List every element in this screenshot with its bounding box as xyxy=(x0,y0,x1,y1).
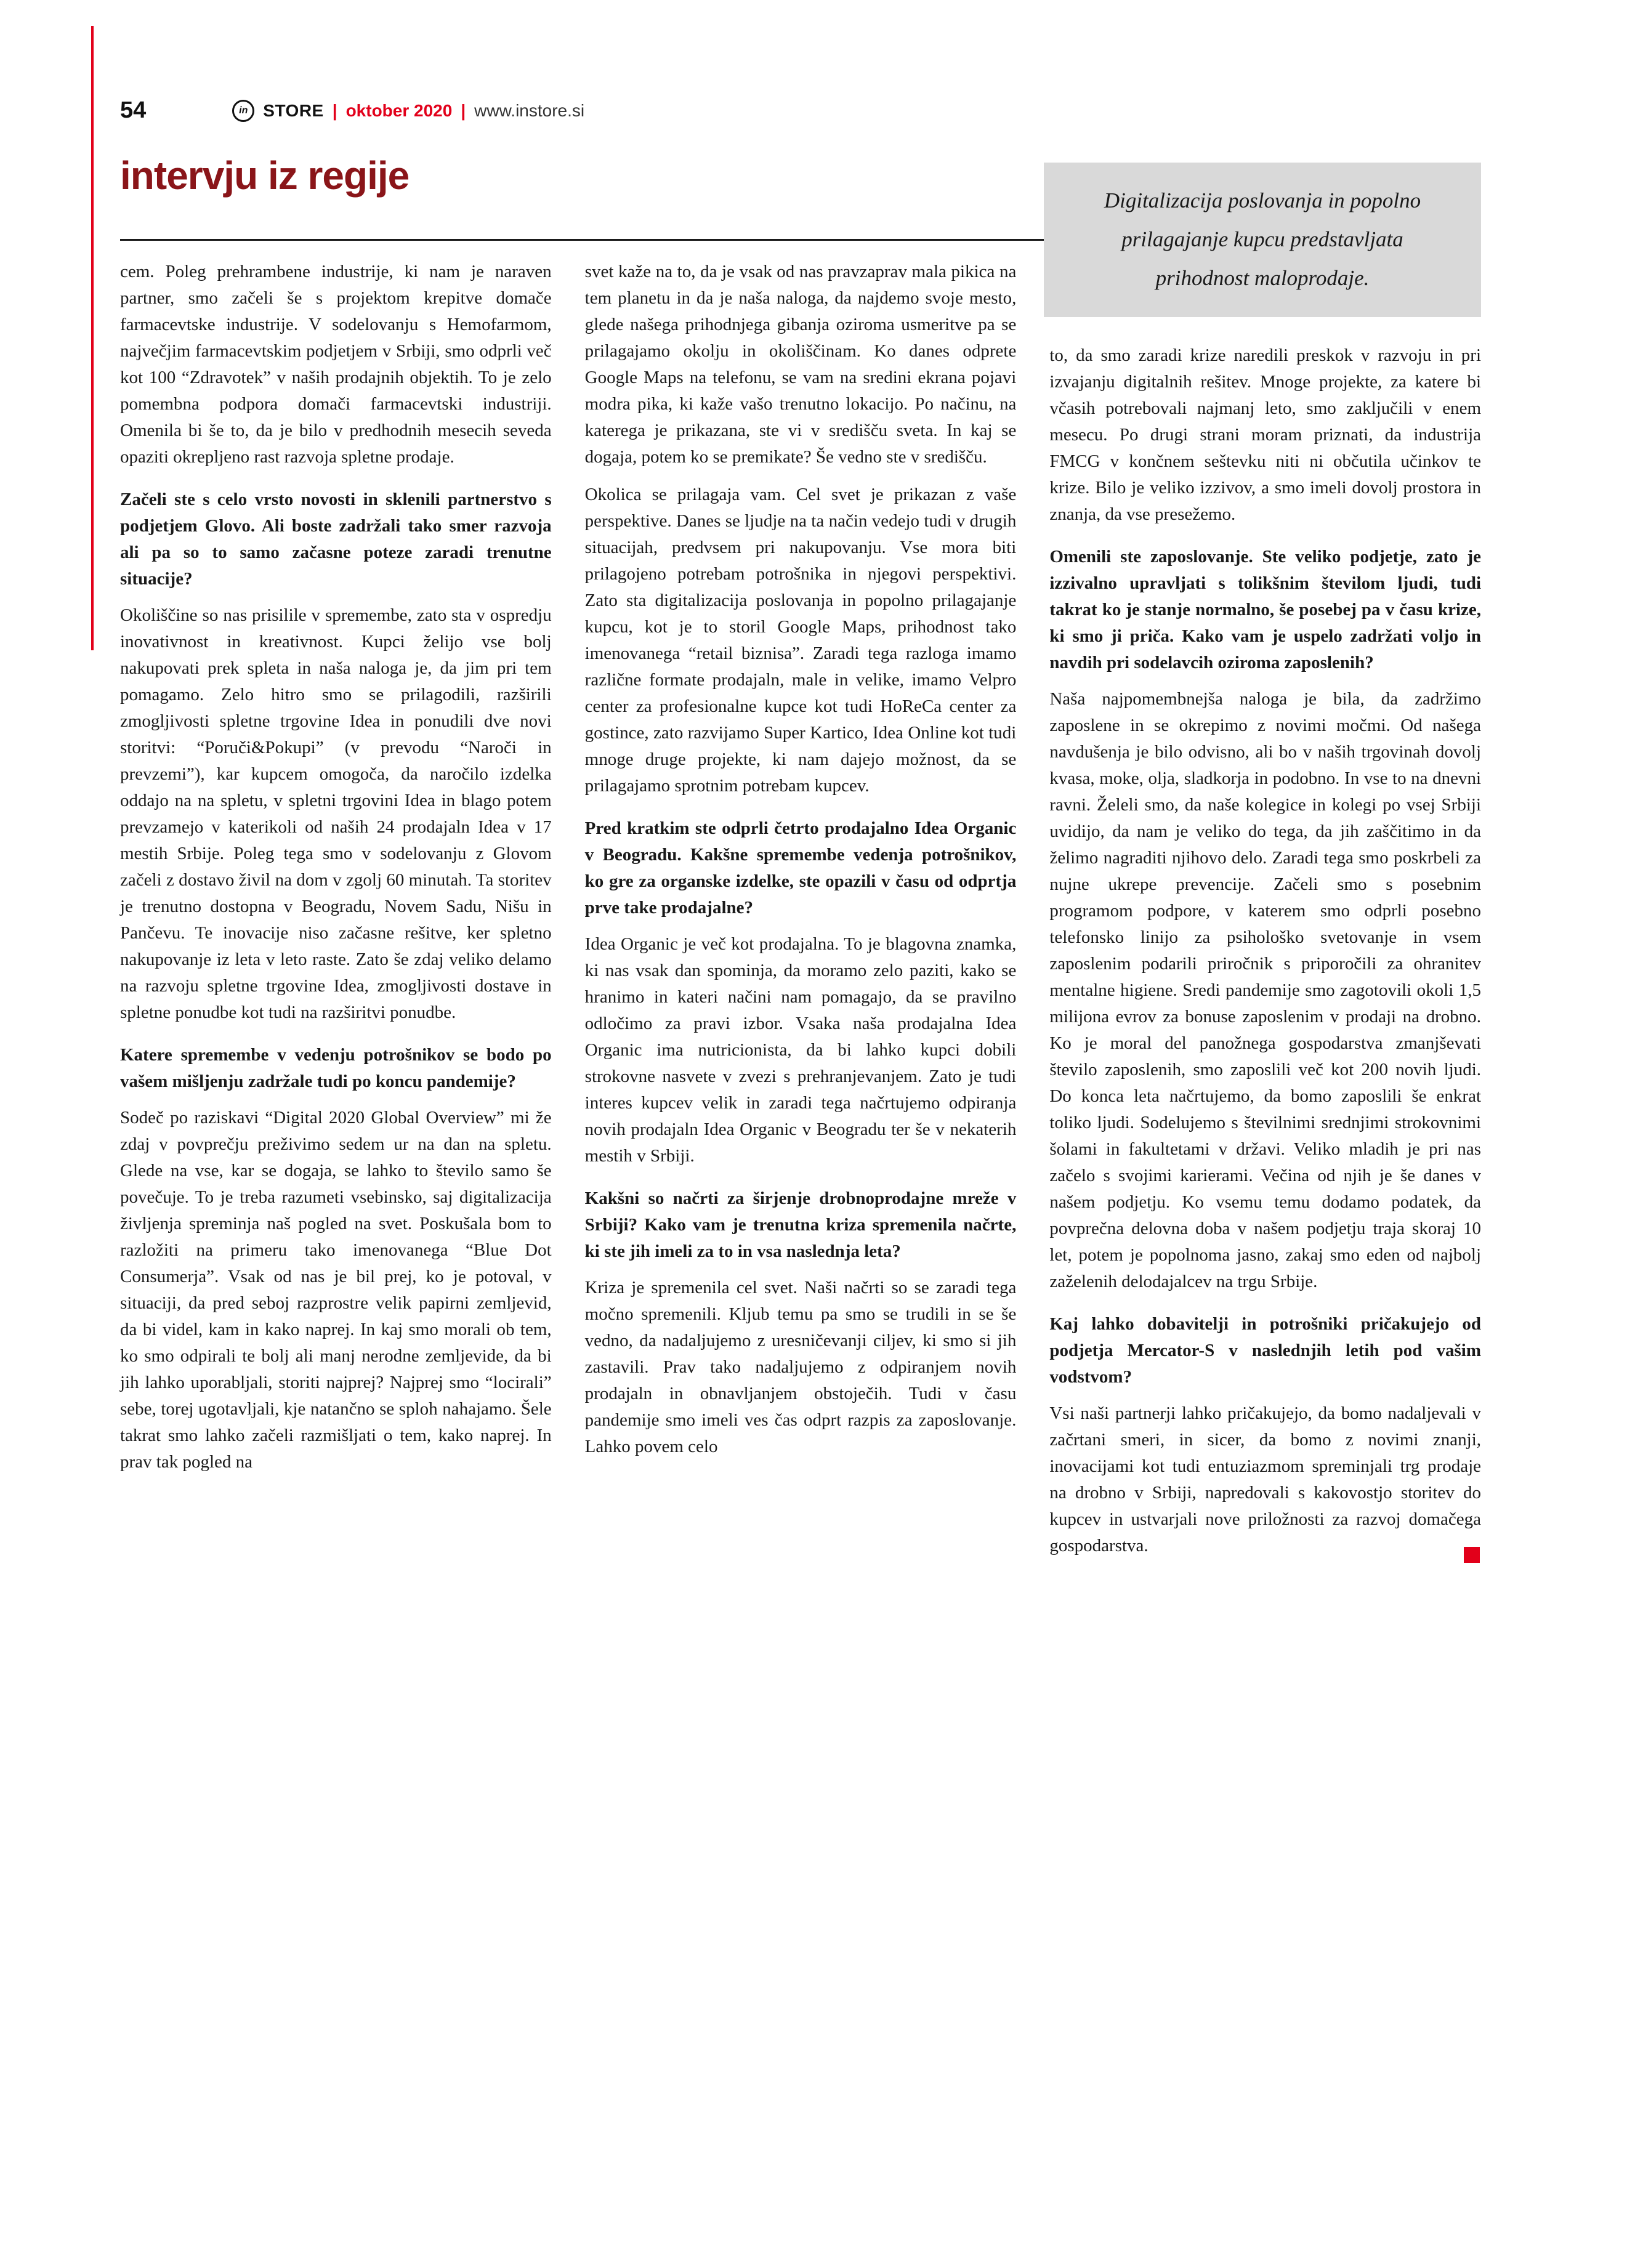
article-body xyxy=(120,259,1481,1563)
issue-date: oktober 2020 xyxy=(345,100,453,120)
article-paragraph: Okolica se prilagaja vam. Cel svet je prikazan z vaše perspektive. Danes se ljudje na ta način vedejo tudi v drugih situacijah, predvsem pri nakupovanju. Vse mora biti prilagojeno potrebam potrošnika in njegovi perspektivi. Zato sta digitalizacija poslovanja in popolno prilagajanje kupcu, kot je to storil Google Maps, prihodnost tako imenovanega “retail biznisa”. Zaradi tega razloga imamo različne formate prodajaln, male in velike, imamo Velpro center za profesionalne kupce kot tudi HoReCa center za gostince, zato razvijamo Super Kartico, Idea Online kot tudi mnoge druge projekte, ki nam dajejo možnost, da se prilagajamo sprotnim potrebam kupcev. xyxy=(584,485,1017,796)
article-column-1 xyxy=(120,259,552,1563)
left-margin-accent-rule xyxy=(91,26,94,650)
interview-answer: Kriza je spremenila cel svet. Naši načrti so se zaradi tega močno spremenili. Kljub temu pa smo se trudili in se še vedno, da nadaljujemo z uresničevanji ciljev, ki smo si jih zastavili. Prav tako nadaljujemo z odpiranjem novih prodajaln in obnavljanjem obstoječih. Tudi v času pandemije smo imeli ves čas odprt razpis za zaposlovanje. Lahko povem celo xyxy=(584,1278,1017,1456)
pull-quote xyxy=(1044,163,1481,317)
article-paragraph: to, da smo zaradi krize naredili preskok v razvoju in pri izvajanju digitalnih rešitev. Mnoge projekte, za katere bi včasih potrebovali najmanj leto, smo zaključili v enem mesecu. Po drugi strani moram priznati, da industrija FMCG v končnem seštevku niti ni občutila učinkov te krize. Bilo je veliko izzivov, a smo imeli dovolj prostora in znanja, da vse presežemo. xyxy=(1049,345,1482,524)
interview-answer: Sodeč po raziskavi “Digital 2020 Global Overview” mi že zdaj v povprečju preživimo sedem ur na dan na spletu. Glede na vse, kar se dogaja, se lahko to število samo še povečuje. To je treba razumeti vsebinsko, saj digitalizacija življenja spreminja naš pogled na svet. Poskušala bom to razložiti na primeru tako imenovanega “Blue Dot Consumerja”. Vsak od nas je bil prej, ko je potoval, v situaciji, da pred seboj razprostre velik papirni zemljevid, da bi videl, kam in kako naprej. In kaj smo morali ob tem, ko smo odpirali te bolj ali manj nerodne zemljevide, da bi jih lahko uporabljali, storiti najprej? Najprej smo “locirali” sebe, torej ugotavljali, kje natančno se sploh nahajamo. Šele takrat smo lahko začeli razmišljati o tem, kako naprej. In prav tak pogled na xyxy=(120,1108,552,1472)
interview-answer: Idea Organic je več kot prodajalna. To je blagovna znamka, ki nas vsak dan spominja, da moramo zelo paziti, kako se hranimo in kateri načini nam pomagajo, da se pravilno odločimo za pravi izbor. Vsaka naša prodajalna Idea Organic ima nutricionista, da bi lahko kupci dobili strokovne nasvete v zvezi s prehranjevanjem. Zato je tudi interes kupcev velik in zaradi tega načrtujemo odpiranja novih prodajaln Idea Organic v Beogradu ter še v nekaterih mestih v Srbiji. xyxy=(584,934,1017,1166)
separator: | xyxy=(332,100,337,120)
article-paragraph: cem. Poleg prehrambene industrije, ki nam je naraven partner, smo začeli še s projektom krepitve domače farmacevtske industrije. V sodelovanju s Hemofarmom, največjim farmacevtskim podjetjem v Srbiji, smo odprli več kot 100 “Zdravotek” v naših prodajnih objektih. To je zelo pomembna podpora domači farmacevtski industriji. Omenila bi še to, da je bilo v predhodnih mesecih seveda opaziti okrepljeno rast razvoja spletne prodaje. xyxy=(120,262,552,467)
interview-question: Omenili ste zaposlovanje. Ste veliko podjetje, zato je izzivalno upravljati s tolikšnim številom ljudi, tudi takrat ko je stanje normalno, še posebej pa v času krize, ki smo ji priča. Kako vam je uspelo zadržati voljo in navdih pri sodelavcih oziroma zaposlenih? xyxy=(1049,547,1482,672)
instore-logo-icon: in xyxy=(232,100,254,122)
interview-question: Pred kratkim ste odprli četrto prodajalno Idea Organic v Beogradu. Kakšne spremembe vedenja potrošnikov, ko gre za organske izdelke, ste opazili v času od odprtja prve take prodajalne? xyxy=(584,818,1017,918)
pull-quote-line: Digitalizacija poslovanja in popolno xyxy=(1104,188,1421,212)
magazine-name: STORE xyxy=(263,100,324,120)
section-title: intervju iz regije xyxy=(120,153,410,198)
interview-question: Kaj lahko dobavitelji in potrošniki pričakujejo od podjetja Mercator-S v naslednjih letih pod vašim vodstvom? xyxy=(1049,1314,1482,1387)
page-header xyxy=(120,97,584,124)
interview-question: Začeli ste s celo vrsto novosti in sklenili partnerstvo s podjetjem Glovo. Ali boste zadržali tako smer razvoja ali pa so to samo začasne poteze zaradi trenutne situacije? xyxy=(120,490,552,589)
pull-quote-line: prilagajanje kupcu predstavljata xyxy=(1121,227,1403,251)
article-column-2 xyxy=(585,259,1017,1563)
masthead xyxy=(232,100,584,122)
interview-answer: Okoliščine so nas prisilile v spremembe, zato sta v ospredju inovativnost in kreativnost. Kupci želijo vse bolj nakupovati prek spleta in naša naloga je, da jim pri tem pomagamo. Zelo hitro smo se prilagodili, razširili zmogljivosti spletne trgovine Idea in ponudili dve novi storitvi: “Poruči&Pokupi” (v prevodu “Naroči in prevzemi”), kar kupcem omogoča, da naročilo izdelka oddajo na na spletu, v spletni trgovini Idea in blago potem prevzamejo v katerikoli od naših 24 prodajaln Idea v 17 mestih Srbije. Poleg tega smo v sodelovanju z Glovom začeli z dostavo živil na dom v zgolj 60 minutah. Ta storitev je trenutno dostopna v Beogradu, Novem Sadu, Nišu in Pančevu. Te inovacije niso začasne rešitve, ker spletno nakupovanje iz leta v leto raste. Zato še zdaj veliko delamo na razvoju spletne trgovine Idea, zmogljivosti dostave in spletne ponudbe kot tudi na razširitvi ponudbe. xyxy=(120,605,552,1022)
page-number: 54 xyxy=(120,97,147,123)
separator: | xyxy=(461,100,466,120)
website-url: www.instore.si xyxy=(474,100,585,120)
interview-answer: Naša najpomembnejša naloga je bila, da zadržimo zaposlene in se okrepimo z novimi močmi. Od našega navdušenja je bilo odvisno, ali bo v naših trgovinah dovolj kvasa, moke, olja, sladkorja in podobno. In vse to na dnevni ravni. Želeli smo, da naše kolegice in kolegi po vsej Srbiji uvidijo, da nam je veliko do tega, da jih zaščitimo in da želimo nagraditi njihovo delo. Zaradi tega smo poskrbeli za nujne ukrepe prevencije. Začeli smo s posebnim programom podpore, v katerem smo odprli posebno telefonsko linijo za psihološko svetovanje in vsem zaposlenim podarili priročnik s priporočili za ohranitev mentalne higiene. Sredi pandemije smo zagotovili okoli 1,5 milijona evrov za bonuse zaposlenim v prodaji na drobno. Ko je moral del panožnega gospodarstva zmanjševati število zaposlenih, smo zaposlili več kot 200 novih ljudi. Do konca leta načrtujemo, da bomo zaposlili še enkrat toliko ljudi. Sodelujemo s številnimi srednjimi strokovnimi šolami in fakultetami v državi. Veliko mladih je pri nas začelo s svojimi karierami. Večina od njih je še danes v našem podjetju. Ko vsemu temu dodamo podatek, da povprečna delovna doba v našem podjetju traja skoraj 10 let, potem je popolnoma jasno, zakaj smo eden od najbolj zaželenih delodajalcev na trgu Srbije. xyxy=(1049,689,1482,1291)
interview-question: Katere spremembe v vedenju potrošnikov se bodo po vašem mišljenju zadržale tudi po koncu pandemije? xyxy=(120,1045,552,1091)
end-of-article-mark xyxy=(1464,1547,1480,1563)
interview-answer: Vsi naši partnerji lahko pričakujejo, da bomo nadaljevali v začrtani smeri, in sicer, da bomo z novimi znanji, inovacijami kot tudi entuziazmom spreminjali trg prodaje na drobno v Srbiji, napredovali s kakovostjo storitev do kupcev in ustvarjali nove priložnosti za razvoj domačega gospodarstva. xyxy=(1049,1403,1482,1556)
pull-quote-line: prihodnost maloprodaje. xyxy=(1155,266,1370,290)
interview-question: Kakšni so načrti za širjenje drobnoprodajne mreže v Srbiji? Kako vam je trenutna kriza spremenila načrte, ki ste jih imeli za to in vsa naslednja leta? xyxy=(584,1188,1017,1261)
article-paragraph: svet kaže na to, da je vsak od nas pravzaprav mala pikica na tem planetu in da je naša naloga, da najdemo svoje mesto, glede našega prihodnjega gibanja oziroma usmeritve pa se prilagajamo okolju in okoliščinam. Ko danes odprete Google Maps na telefonu, se vam na sredini ekrana pojavi modra pika, ki kaže vašo trenutno lokacijo. Po načinu, na katerega je prikazana, ste vi v središču sveta. In kaj se dogaja, potem ko se premikate? Še vedno ste v središču. xyxy=(584,262,1017,467)
article-column-3 xyxy=(1049,259,1481,1563)
